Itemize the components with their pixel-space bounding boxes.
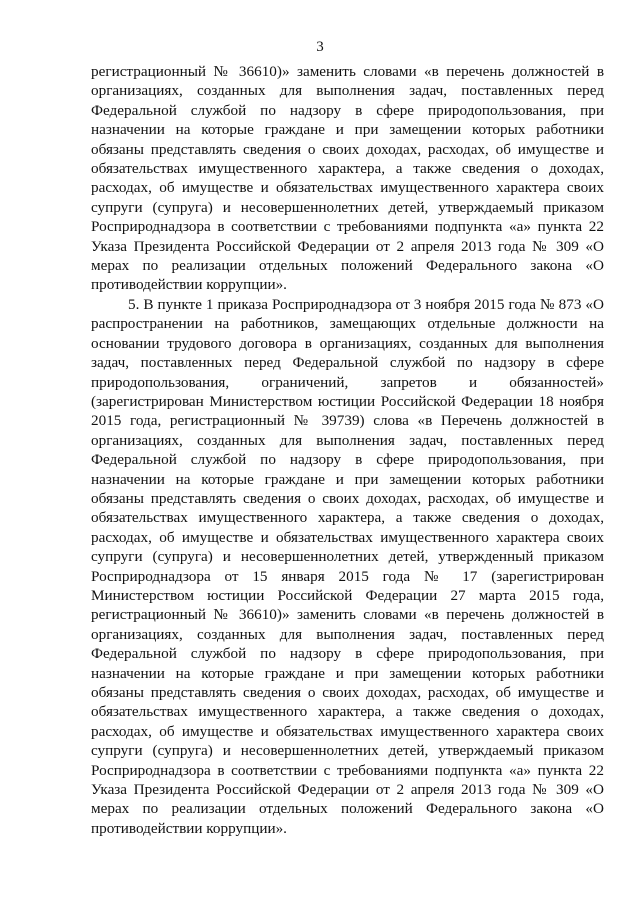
paragraph-5: 5. В пункте 1 приказа Росприроднадзора от 3 ноября 2015 года № 873 «О распространении на работников, замещающих отдельные должности на основании трудового договора в организациях, созданных для выполнения задач, поставленных перед Федеральной службой по надзору в сфере природопользования, ограничений, запретов и обязанностей» (зарегистрирован Министерством юстиции Российской Федерации 18 ноября 2015 года, регистрационный № 39739) слова «в Перечень должностей в организациях, созданных для выполнения задач, поставленных перед Федеральной службой по надзору в сфере природопользования, при назначении на которые граждане и при замещении которых работники обязаны представлять сведения о своих доходах, расходах, об имуществе и обязательствах имущественного характера, а также сведения о доходах, расходах, об имуществе и обязательствах имущественного характера своих супруги (супруга) и несовершеннолетних детей, утвержденный приказом Росприроднадзора от 15 января 2015 года № 17 (зарегистрирован Министерством юстиции Российской Федерации 27 марта 2015 года, регистрационный № 36610)» заменить словами «в перечень должностей в организациях, созданных для выполнения задач, поставленных перед Федеральной службой по надзору в сфере природопользования, при назначении на которые граждане и при замещении которых работники обязаны представлять сведения о своих доходах, расходах, об имуществе и обязательствах имущественного характера, а также сведения о доходах, расходах, об имуществе и обязательствах имущественного характера своих супруги (супруга) и несовершеннолетних детей, утверждаемый приказом Росприроднадзора в соответствии с требованиями подпункта «а» пункта 22 Указа Президента Российской Федерации от 2 апреля 2013 года № 309 «О мерах по реализации отдельных положений Федерального закона «О противодействии коррупции». bbox=[91, 295, 604, 837]
paragraph-continuation: регистрационный № 36610)» заменить словами «в перечень должностей в организациях, созданных для выполнения задач, поставленных перед Федеральной службой по надзору в сфере природопользования, при назначении на которые граждане и при замещении которых работники обязаны представлять сведения о своих доходах, расходах, об имуществе и обязательствах имущественного характера, а также сведения о доходах, расходах, об имуществе и обязательствах имущественного характера своих супруги (супруга) и несовершеннолетних детей, утверждаемый приказом Росприроднадзора в соответствии с требованиями подпункта «а» пункта 22 Указа Президента Российской Федерации от 2 апреля 2013 года № 309 «О мерах по реализации отдельных положений Федерального закона «О противодействии коррупции». bbox=[91, 63, 604, 294]
page-number: 3 bbox=[316, 39, 324, 55]
document-body bbox=[91, 62, 604, 838]
